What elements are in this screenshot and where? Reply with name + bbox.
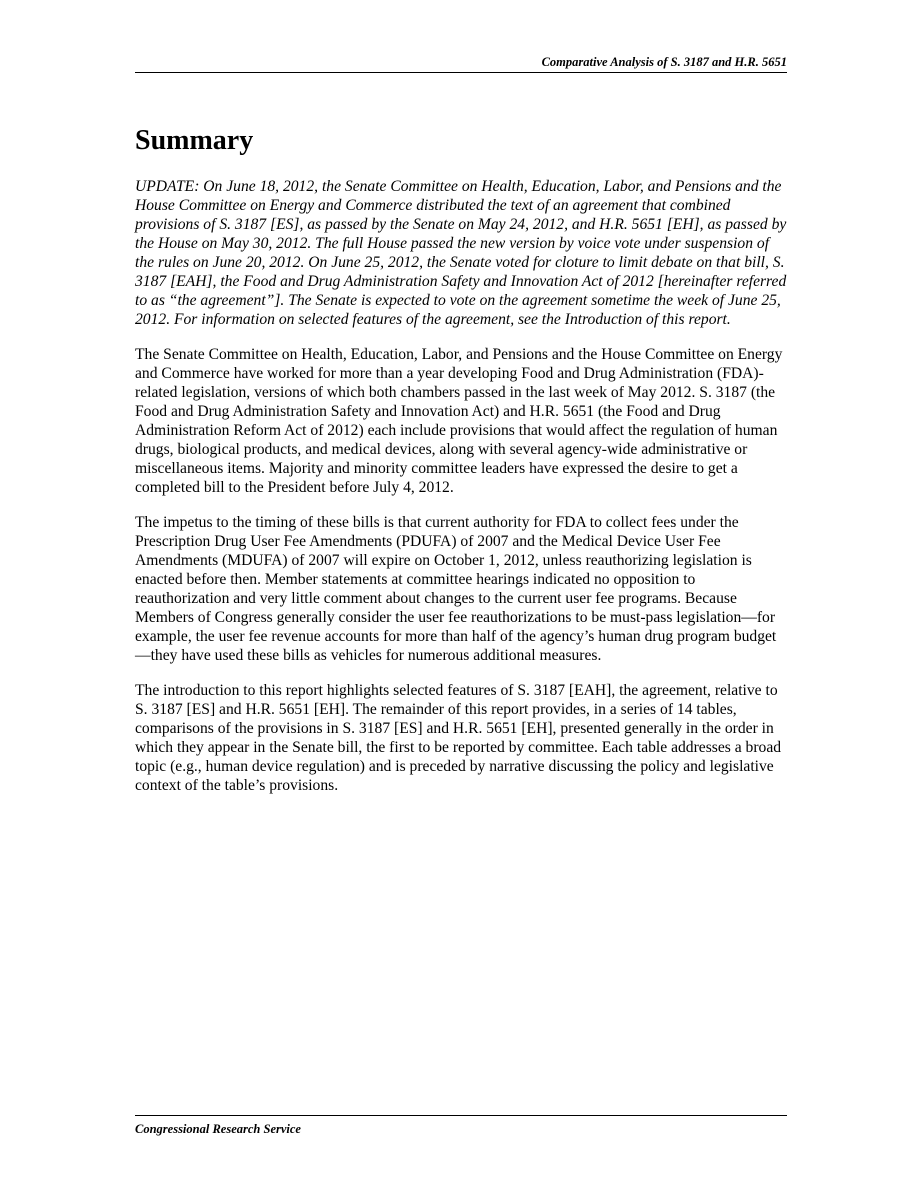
body-paragraph: The introduction to this report highlights selected features of S. 3187 [EAH], the agreement, relative to S. 3187 [ES] and H.R. 5651 [EH]. The remainder of this report provides, in a series of 14 tables, comparisons of the provisions in S. 3187 [ES] and H.R. 5651 [EH], presented generally in the order in which they appear in the Senate bill, the first to be reported by committee. Each table addresses a broad topic (e.g., human device regulation) and is preceded by narrative discussing the policy and legislative context of the table’s provisions. xyxy=(135,682,782,794)
running-header-title: Comparative Analysis of S. 3187 and H.R. 5651 xyxy=(541,55,787,69)
header-divider xyxy=(135,72,787,73)
summary-body xyxy=(135,177,787,811)
body-paragraph: The impetus to the timing of these bills is that current authority for FDA to collect fees under the Prescription Drug User Fee Amendments (PDUFA) of 2007 and the Medical Device User Fee Amendments (MDUFA) of 2007 will expire on October 1, 2012, unless reauthorizing legislation is enacted before then. Member statements at committee hearings indicated no opposition to reauthorization and very little comment about changes to the current user fee programs. Because Members of Congress generally consider the user fee reauthorizations to be must-pass legislation—for example, the user fee revenue accounts for more than half of the agency’s human drug program budget—they have used these bills as vehicles for numerous additional measures. xyxy=(135,514,777,664)
page-title: Summary xyxy=(135,125,254,156)
body-paragraph: The Senate Committee on Health, Education, Labor, and Pensions and the House Committee on Energy and Commerce have worked for more than a year developing Food and Drug Administration (FDA)-related legislation, versions of which both chambers passed in the last week of May 2012. S. 3187 (the Food and Drug Administration Safety and Innovation Act) and H.R. 5651 (the Food and Drug Administration Reform Act of 2012) each include provisions that would affect the regulation of human drugs, biological products, and medical devices, along with several agency-wide administrative or miscellaneous items. Majority and minority committee leaders have expressed the desire to get a completed bill to the President before July 4, 2012. xyxy=(135,346,783,496)
footer-organization: Congressional Research Service xyxy=(135,1122,301,1136)
update-paragraph: UPDATE: On June 18, 2012, the Senate Committee on Health, Education, Labor, and Pensions and the House Committee on Energy and Commerce distributed the text of an agreement that combined provisions of S. 3187 [ES], as passed by the Senate on May 24, 2012, and H.R. 5651 [EH], as passed by the House on May 30, 2012. The full House passed the new version by voice vote under suspension of the rules on June 20, 2012. On June 25, 2012, the Senate voted for cloture to limit debate on that bill, S. 3187 [EAH], the Food and Drug Administration Safety and Innovation Act of 2012 [hereinafter referred to as “the agreement”]. The Senate is expected to vote on the agreement sometime the week of June 25, 2012. For information on selected features of the agreement, see the Introduction of this report. xyxy=(135,178,787,328)
footer-divider xyxy=(135,1115,787,1116)
